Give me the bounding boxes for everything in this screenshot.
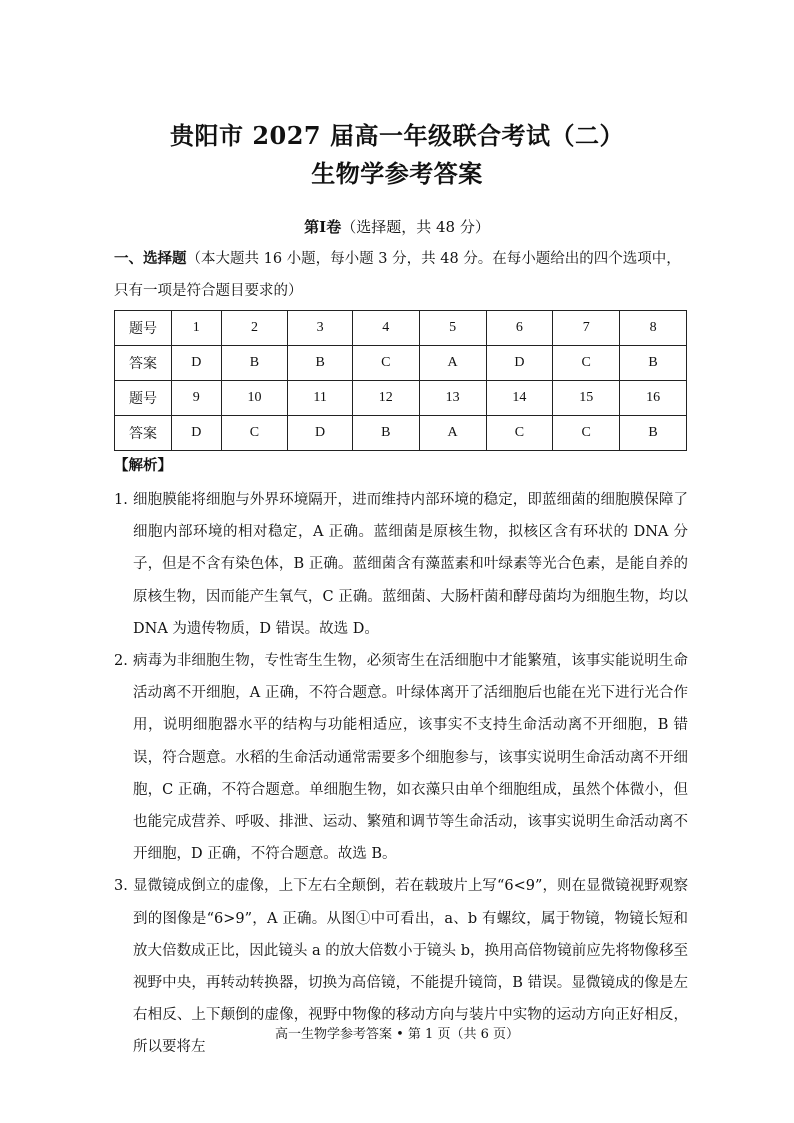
answer-table-cell: 2 — [221, 311, 288, 346]
section-title-bold: 第Ⅰ卷 — [304, 218, 342, 236]
analysis-item — [114, 484, 688, 645]
answer-table-cell: 10 — [221, 381, 288, 416]
answer-table-cell: 5 — [419, 311, 486, 346]
analysis-item — [114, 645, 688, 870]
answer-table-cell: 9 — [172, 381, 222, 416]
answer-table-header-cell: 题号 — [115, 311, 172, 346]
answer-table-cell: C — [553, 416, 620, 451]
answer-table-cell: 16 — [620, 381, 687, 416]
answer-table-header-cell: 题号 — [115, 381, 172, 416]
answer-table-cell: D — [172, 346, 222, 381]
answer-table-cell: 3 — [288, 311, 353, 346]
answer-table-cell: 8 — [620, 311, 687, 346]
answer-table-row — [115, 381, 687, 416]
item-text: 细胞膜能将细胞与外界环境隔开，进而维持内部环境的稳定，即蓝细菌的细胞膜保障了细胞内部环境的相对稳定，A 正确。蓝细菌是原核生物，拟核区含有环状的 DNA 分子，但是不含有染色体，B 正确。蓝细菌含有藻蓝素和叶绿素等光合色素，是能自养的原核生物，因而能产生氧气，C 正确。蓝细菌、大肠杆菌和酵母菌均为细胞生物，均以 DNA 为遗传物质，D 错误。故选 D。 — [133, 492, 688, 637]
answer-table-row — [115, 346, 687, 381]
answer-table-cell: 13 — [419, 381, 486, 416]
answer-table-cell: 4 — [352, 311, 419, 346]
answer-table-row — [115, 416, 687, 451]
answer-table-cell: C — [486, 416, 553, 451]
answer-table-cell: D — [486, 346, 553, 381]
answer-table-cell: 12 — [352, 381, 419, 416]
answer-table-cell: B — [221, 346, 288, 381]
answer-table-cell: 11 — [288, 381, 353, 416]
item-text: 病毒为非细胞生物，专性寄生生物，必须寄生在活细胞中才能繁殖，该事实能说明生命活动离不开细胞，A 正确，不符合题意。叶绿体离开了活细胞后也能在光下进行光合作用，说明细胞器水平的结构与功能相适应，该事实不支持生命活动离不开细胞，B 错误，符合题意。水稻的生命活动通常需要多个细胞参与，该事实说明生命活动离不开细胞，C 正确，不符合题意。单细胞生物，如衣藻只由单个细胞组成，虽然个体微小，但也能完成营养、呼吸、排泄、运动、繁殖和调节等生命活动，该事实说明生命活动离不开细胞，D 正确，不符合题意。故选 B。 — [133, 653, 688, 863]
answer-table — [114, 310, 687, 451]
document-subtitle: 生物学参考答案 — [311, 159, 483, 188]
answer-table-cell: 7 — [553, 311, 620, 346]
answer-table-header-cell: 答案 — [115, 346, 172, 381]
part-label: 一、选择题 — [114, 250, 187, 267]
answer-table-cell: 14 — [486, 381, 553, 416]
page-footer: 高一生物学参考答案 • 第 1 页（共 6 页） — [274, 1027, 519, 1042]
answer-table-cell: B — [352, 416, 419, 451]
answer-table-cell: C — [352, 346, 419, 381]
item-number: 1. — [114, 492, 128, 508]
document-title: 贵阳市 2027 届高一年级联合考试（二） — [169, 121, 624, 150]
section-title — [0, 216, 794, 237]
analysis-list — [114, 484, 688, 1064]
answer-table-cell: C — [221, 416, 288, 451]
analysis-label: 【解析】 — [114, 457, 172, 474]
answer-table-cell: B — [620, 416, 687, 451]
answer-table-cell: 1 — [172, 311, 222, 346]
answer-table-cell: D — [288, 416, 353, 451]
section-title-rest: （选择题，共 48 分） — [341, 218, 490, 236]
item-number: 3. — [114, 878, 128, 895]
answer-table-cell: 15 — [553, 381, 620, 416]
part-description: （本大题共 16 小题，每小题 3 分，共 48 分。在每小题给出的四个选项中，只有一项是符合题目要求的） — [114, 251, 681, 299]
item-text: 显微镜成倒立的虚像，上下左右全颠倒，若在载玻片上写“6<9”，则在显微镜视野观察到的图像是“6>9”，A 正确。从图①中可看出，a、b 有螺纹，属于物镜，物镜长短和放大倍数成正比，因此镜头 a 的放大倍数小于镜头 b，换用高倍物镜前应先将物像移至视野中央，再转动转换器，切换为高倍镜，不能提升镜筒，B 错误。显微镜成的像是左右相反、上下颠倒的虚像，视野中物像的移动方向与装片中实物的运动方向正好相反，所以要将左 — [133, 878, 688, 1056]
item-number: 2. — [114, 653, 128, 670]
answer-table-cell: C — [553, 346, 620, 381]
answer-table-cell: B — [288, 346, 353, 381]
answer-table-cell: B — [620, 346, 687, 381]
answer-table-cell: A — [419, 346, 486, 381]
answer-table-cell: 6 — [486, 311, 553, 346]
answer-table-row — [115, 311, 687, 346]
answer-table-cell: A — [419, 416, 486, 451]
answer-table-header-cell: 答案 — [115, 416, 172, 451]
answer-table-cell: D — [172, 416, 222, 451]
part-intro — [114, 243, 686, 307]
